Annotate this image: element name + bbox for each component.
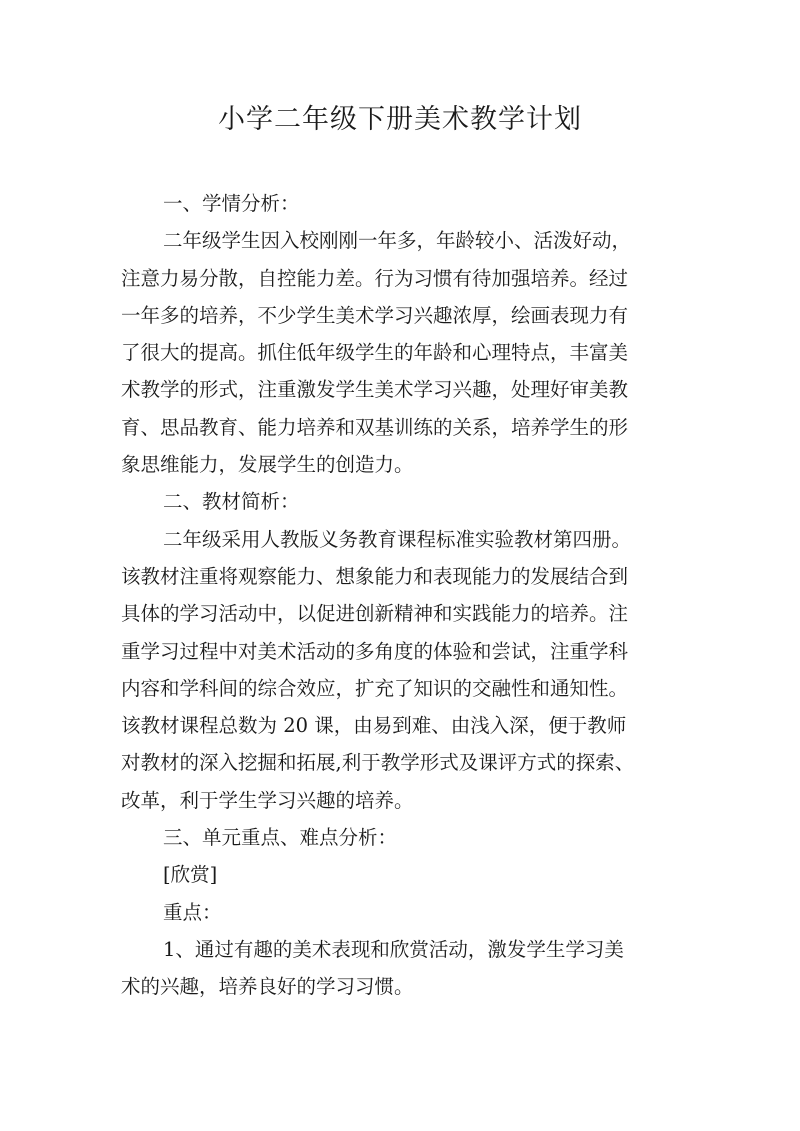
text-line: 对教材的深入挖掘和拓展,利于教学形式及课评方式的探索、: [121, 751, 635, 775]
text-line: 改革，利于学生学习兴趣的培养。: [121, 788, 414, 812]
text-line: 二年级学生因入校刚刚一年多，年龄较小、活泼好动，: [163, 229, 632, 253]
text-line: 一、学情分析：: [163, 192, 300, 215]
page-title: 小学二年级下册美术教学计划: [218, 104, 582, 135]
text-line: 注意力易分散，自控能力差。行为习惯有待加强培养。经过: [121, 266, 629, 290]
document-body: [121, 185, 693, 1006]
text-line: 内容和学科间的综合效应，扩充了知识的交融性和通知性。: [121, 676, 629, 700]
text-line: 三、单元重点、难点分析：: [163, 826, 398, 850]
text-line: 具体的学习活动中，以促进创新精神和实践能力的培养。注: [121, 602, 629, 626]
text-line: 术教学的形式，注重激发学生美术学习兴趣，处理好审美教: [121, 378, 629, 402]
text-line: 一年多的培养，不少学生美术学习兴趣浓厚，绘画表现力有: [121, 303, 629, 327]
text-line: 该教材课程总数为 20 课，由易到难、由浅入深，便于教师: [121, 714, 627, 738]
text-line: 该教材注重将观察能力、想象能力和表现能力的发展结合到: [121, 564, 629, 588]
text-line: 术的兴趣，培养良好的学习习惯。: [121, 975, 414, 999]
text-line: [欣赏]: [163, 863, 218, 887]
text-line: 象思维能力，发展学生的创造力。: [121, 453, 414, 477]
text-line: 二、教材简析：: [163, 490, 300, 514]
text-line: 了很大的提高。抓住低年级学生的年龄和心理特点，丰富美: [121, 341, 629, 365]
text-line: 重点：: [163, 900, 222, 924]
text-line: 二年级采用人教版义务教育课程标准实验教材第四册。: [163, 527, 632, 551]
text-line: 1、通过有趣的美术表现和欣赏活动，激发学生学习美: [163, 937, 624, 961]
text-line: 育、思品教育、能力培养和双基训练的关系，培养学生的形: [121, 415, 629, 439]
text-line: 重学习过程中对美术活动的多角度的体验和尝试，注重学科: [121, 639, 629, 663]
